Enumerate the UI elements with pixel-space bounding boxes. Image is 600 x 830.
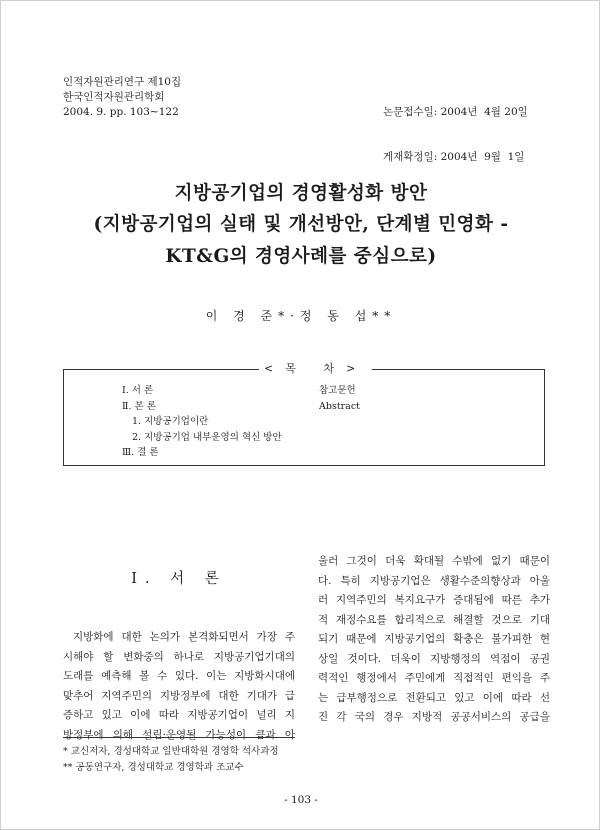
body-line: 되기 때문에 지방공기업의 확충은 불가피한 현 bbox=[318, 633, 550, 645]
submission-dates bbox=[383, 75, 528, 195]
page-number: - 103 - bbox=[284, 794, 318, 806]
body-line: 울러 그것이 더욱 확대될 수밖에 없기 때문이 bbox=[318, 555, 550, 567]
paper-title-line-2: (지방공기업의 실태 및 개선방안, 단계별 민영화 - bbox=[93, 214, 509, 235]
toc-right-column bbox=[319, 383, 360, 414]
body-line: 적 재정수요를 합리적으로 해결할 것으로 기대 bbox=[318, 613, 550, 626]
body-line: 맞추어 지역주민의 지방정부에 대한 기대가 급 bbox=[63, 689, 295, 702]
journal-name: 인적자원관리연구 제10집 bbox=[63, 76, 182, 88]
body-line: 상일 것이다. 더욱이 지방행정의 역점이 공권 bbox=[318, 652, 550, 665]
toc-subitem: 1. 지방공기업이란 bbox=[132, 416, 209, 427]
received-date: 논문접수일: 2004년 4월 20일 bbox=[383, 106, 528, 118]
body-line: 력적인 행정에서 주민에게 직접적인 편익을 주 bbox=[318, 672, 550, 684]
body-column-right bbox=[318, 552, 550, 728]
toc-item: Ⅲ. 결 론 bbox=[122, 447, 159, 458]
footnote-divider bbox=[63, 737, 295, 738]
toc-item: Ⅱ. 본 론 bbox=[122, 400, 156, 412]
body-line: 는 급부행정으로 전환되고 있고 이에 따라 선 bbox=[318, 691, 550, 704]
body-line: 시해야 할 변화중의 하나로 지방공기업기대의 bbox=[63, 650, 295, 663]
journal-pages: 2004. 9. pp. 103∼122 bbox=[63, 106, 179, 118]
body-column-left bbox=[63, 628, 295, 745]
body-line: 진 각 국의 경우 지방적 공공서비스의 공급을 bbox=[318, 711, 550, 723]
body-line: 증하고 있고 이에 따라 지방공기업이 널리 지 bbox=[63, 709, 295, 721]
paper-title-line-3: KT&G의 경영사례를 중심으로) bbox=[165, 246, 437, 267]
paper-title-line-1: 지방공기업의 경영활성화 방안 bbox=[174, 183, 428, 204]
section-heading: Ⅰ. 서 론 bbox=[131, 571, 227, 587]
body-line: 지방화에 대한 논의가 본격화되면서 가장 주 bbox=[73, 631, 295, 643]
toc-item: Ⅰ. 서 론 bbox=[122, 385, 154, 396]
journal-info bbox=[63, 75, 181, 120]
body-line: 러 지역주민의 복지요구가 증대됨에 따른 추가 bbox=[318, 594, 550, 606]
society-name: 한국인적자원관리학회 bbox=[63, 91, 165, 103]
toc-heading: <목 차> bbox=[259, 360, 372, 376]
toc-item: 참고문헌 bbox=[319, 385, 356, 396]
body-line: 다. 특히 지방공기업은 생활수준의향상과 아울 bbox=[318, 574, 550, 587]
toc-subitem: 2. 지방공기업 내부운영의 혁신 방안 bbox=[132, 431, 282, 443]
accepted-date: 게재확정일: 2004년 9월 1일 bbox=[383, 151, 525, 163]
toc-left-column bbox=[122, 383, 282, 461]
footnote-corresponding-author: * 교신저자, 경성대학교 일반대학원 경영학 석사과정 bbox=[63, 746, 279, 757]
footnote-co-author: ** 공동연구자, 경성대학교 경영학과 조교수 bbox=[63, 762, 244, 773]
body-line: 도래를 예측해 볼 수 있다. 이는 지방화시대에 bbox=[63, 670, 295, 682]
body-line: 방정부에 의해 설립·운영될 가능성이 큼과 아 bbox=[63, 728, 295, 741]
author-names: 이 경 준*·정 동 섭** bbox=[205, 309, 397, 323]
toc-item: Abstract bbox=[319, 400, 360, 412]
